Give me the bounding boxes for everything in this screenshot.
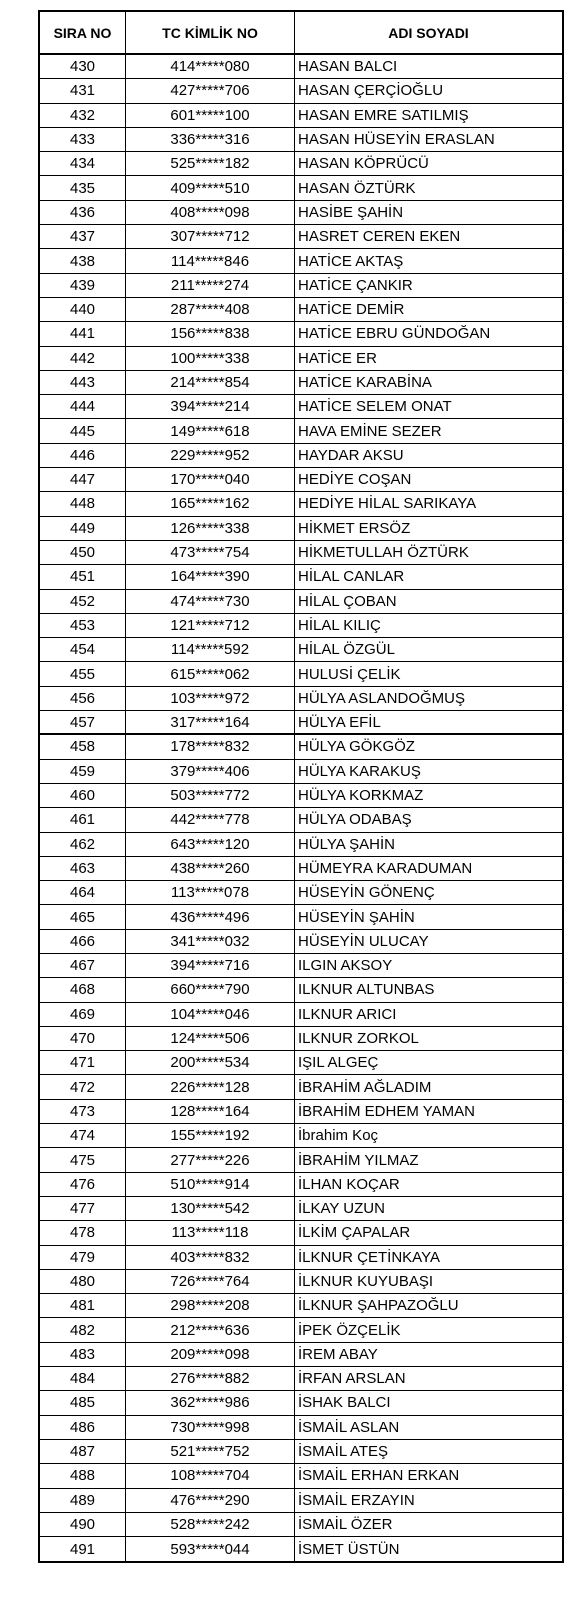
cell-sira-no: 457 <box>40 711 126 733</box>
cell-sira-no: 452 <box>40 590 126 613</box>
cell-sira-no: 484 <box>40 1367 126 1390</box>
cell-sira-no: 434 <box>40 152 126 175</box>
table-row <box>40 128 562 152</box>
cell-adi-soyadi: HEDİYE COŞAN <box>298 471 412 489</box>
table-row <box>40 1197 562 1221</box>
cell-tc-kimlik-no: 121*****712 <box>126 614 295 637</box>
cell-adi-soyadi: İLKAY UZUN <box>298 1200 385 1218</box>
cell-tc-kimlik-no: 287*****408 <box>126 298 295 321</box>
table-row <box>40 1124 562 1148</box>
cell-tc-kimlik-no: 442*****778 <box>126 808 295 831</box>
table-row <box>40 1221 562 1245</box>
cell-tc-kimlik-no: 436*****496 <box>126 905 295 928</box>
cell-sira-no: 468 <box>40 978 126 1001</box>
cell-adi-soyadi: İBRAHİM EDHEM YAMAN <box>298 1102 475 1120</box>
cell-sira-no: 433 <box>40 128 126 151</box>
cell-adi-soyadi: İBRAHİM AĞLADIM <box>298 1078 432 1096</box>
table-row <box>40 298 562 322</box>
cell-adi-soyadi: HÜLYA KARAKUŞ <box>298 762 421 780</box>
cell-tc-kimlik-no: 113*****078 <box>126 881 295 904</box>
table-row <box>40 1318 562 1342</box>
table-row <box>40 1075 562 1099</box>
cell-sira-no: 458 <box>40 735 126 758</box>
cell-tc-kimlik-no: 108*****704 <box>126 1464 295 1487</box>
table-row <box>40 1537 562 1561</box>
cell-tc-kimlik-no: 114*****592 <box>126 638 295 661</box>
cell-tc-kimlik-no: 307*****712 <box>126 225 295 248</box>
cell-adi-soyadi: HİKMET ERSÖZ <box>298 519 411 537</box>
cell-adi-soyadi: İSMAİL ERZAYIN <box>298 1491 415 1509</box>
cell-sira-no: 451 <box>40 565 126 588</box>
cell-sira-no: 470 <box>40 1027 126 1050</box>
table-row <box>40 1416 562 1440</box>
table-row <box>40 395 562 419</box>
cell-sira-no: 430 <box>40 55 126 78</box>
cell-sira-no: 469 <box>40 1003 126 1026</box>
table-header <box>40 12 562 55</box>
cell-adi-soyadi: HÜMEYRA KARADUMAN <box>298 859 473 877</box>
table-row <box>40 881 562 905</box>
cell-tc-kimlik-no: 155*****192 <box>126 1124 295 1147</box>
cell-adi-soyadi: HASAN KÖPRÜCÜ <box>298 155 429 173</box>
cell-sira-no: 464 <box>40 881 126 904</box>
cell-adi-soyadi: İSMAİL ÖZER <box>298 1515 393 1533</box>
cell-sira-no: 460 <box>40 784 126 807</box>
cell-adi-soyadi: HÜLYA EFİL <box>298 713 381 731</box>
cell-tc-kimlik-no: 528*****242 <box>126 1513 295 1536</box>
table-row <box>40 274 562 298</box>
cell-sira-no: 439 <box>40 274 126 297</box>
cell-adi-soyadi: HÜLYA ODABAŞ <box>298 811 412 829</box>
cell-tc-kimlik-no: 414*****080 <box>126 55 295 78</box>
cell-tc-kimlik-no: 113*****118 <box>126 1221 295 1244</box>
cell-adi-soyadi: İSHAK BALCI <box>298 1394 391 1412</box>
cell-tc-kimlik-no: 114*****846 <box>126 249 295 272</box>
cell-sira-no: 462 <box>40 833 126 856</box>
cell-adi-soyadi: HASAN BALCI <box>298 58 398 76</box>
table-row <box>40 492 562 516</box>
table-row <box>40 930 562 954</box>
cell-adi-soyadi: İBRAHİM YILMAZ <box>298 1151 419 1169</box>
cell-adi-soyadi: HİLAL ÇOBAN <box>298 592 397 610</box>
cell-adi-soyadi: HÜLYA KORKMAZ <box>298 787 424 805</box>
table-row <box>40 760 562 784</box>
cell-sira-no: 480 <box>40 1270 126 1293</box>
cell-sira-no: 488 <box>40 1464 126 1487</box>
cell-tc-kimlik-no: 525*****182 <box>126 152 295 175</box>
cell-sira-no: 490 <box>40 1513 126 1536</box>
cell-sira-no: 486 <box>40 1416 126 1439</box>
table-row <box>40 1367 562 1391</box>
cell-sira-no: 466 <box>40 930 126 953</box>
table-row <box>40 638 562 662</box>
header-sira-no: SIRA NO <box>40 12 126 53</box>
cell-adi-soyadi: ILKNUR ARICI <box>298 1005 397 1023</box>
header-tc-kimlik-no: TC KİMLİK NO <box>126 12 295 53</box>
cell-tc-kimlik-no: 394*****214 <box>126 395 295 418</box>
cell-sira-no: 447 <box>40 468 126 491</box>
cell-adi-soyadi: HATİCE DEMİR <box>298 301 405 319</box>
cell-adi-soyadi: İREM ABAY <box>298 1345 378 1363</box>
table-row <box>40 1027 562 1051</box>
cell-tc-kimlik-no: 124*****506 <box>126 1027 295 1050</box>
cell-tc-kimlik-no: 601*****100 <box>126 104 295 127</box>
table-row <box>40 1440 562 1464</box>
table-row <box>40 954 562 978</box>
cell-tc-kimlik-no: 164*****390 <box>126 565 295 588</box>
cell-tc-kimlik-no: 178*****832 <box>126 735 295 758</box>
table-row <box>40 687 562 711</box>
table-row <box>40 347 562 371</box>
cell-tc-kimlik-no: 438*****260 <box>126 857 295 880</box>
cell-adi-soyadi: HULUSİ ÇELİK <box>298 665 401 683</box>
cell-tc-kimlik-no: 170*****040 <box>126 468 295 491</box>
cell-tc-kimlik-no: 409*****510 <box>126 176 295 199</box>
cell-tc-kimlik-no: 149*****618 <box>126 419 295 442</box>
cell-tc-kimlik-no: 660*****790 <box>126 978 295 1001</box>
table-row <box>40 857 562 881</box>
table-row <box>40 1513 562 1537</box>
cell-sira-no: 487 <box>40 1440 126 1463</box>
cell-tc-kimlik-no: 226*****128 <box>126 1075 295 1098</box>
table-row <box>40 1003 562 1027</box>
cell-adi-soyadi: İSMET ÜSTÜN <box>298 1540 400 1558</box>
cell-adi-soyadi: İLKNUR KUYUBAŞI <box>298 1272 434 1290</box>
table-row <box>40 1270 562 1294</box>
table-row <box>40 1294 562 1318</box>
table-row <box>40 1489 562 1513</box>
table-row <box>40 1100 562 1124</box>
table-row <box>40 1173 562 1197</box>
cell-sira-no: 491 <box>40 1537 126 1561</box>
cell-adi-soyadi: HASAN ÇERÇİOĞLU <box>298 82 444 100</box>
table-row <box>40 735 562 759</box>
table-row <box>40 614 562 638</box>
cell-sira-no: 475 <box>40 1148 126 1171</box>
table-row <box>40 79 562 103</box>
cell-sira-no: 472 <box>40 1075 126 1098</box>
cell-adi-soyadi: HEDİYE HİLAL SARIKAYA <box>298 495 477 513</box>
cell-sira-no: 467 <box>40 954 126 977</box>
cell-tc-kimlik-no: 615*****062 <box>126 662 295 685</box>
cell-sira-no: 463 <box>40 857 126 880</box>
cell-sira-no: 482 <box>40 1318 126 1341</box>
cell-tc-kimlik-no: 476*****290 <box>126 1489 295 1512</box>
cell-sira-no: 438 <box>40 249 126 272</box>
cell-tc-kimlik-no: 209*****098 <box>126 1343 295 1366</box>
cell-adi-soyadi: İSMAİL ERHAN ERKAN <box>298 1467 460 1485</box>
cell-adi-soyadi: İLKNUR ÇETİNKAYA <box>298 1248 440 1266</box>
cell-tc-kimlik-no: 503*****772 <box>126 784 295 807</box>
cell-tc-kimlik-no: 403*****832 <box>126 1246 295 1269</box>
cell-sira-no: 446 <box>40 444 126 467</box>
cell-sira-no: 448 <box>40 492 126 515</box>
cell-sira-no: 437 <box>40 225 126 248</box>
cell-adi-soyadi: HASAN HÜSEYİN ERASLAN <box>298 131 495 149</box>
cell-sira-no: 461 <box>40 808 126 831</box>
cell-sira-no: 477 <box>40 1197 126 1220</box>
cell-sira-no: 444 <box>40 395 126 418</box>
cell-adi-soyadi: HİLAL KILIÇ <box>298 616 381 634</box>
table-row <box>40 1148 562 1172</box>
cell-sira-no: 440 <box>40 298 126 321</box>
cell-tc-kimlik-no: 379*****406 <box>126 760 295 783</box>
cell-sira-no: 459 <box>40 760 126 783</box>
cell-tc-kimlik-no: 298*****208 <box>126 1294 295 1317</box>
table-row <box>40 833 562 857</box>
cell-tc-kimlik-no: 156*****838 <box>126 322 295 345</box>
cell-adi-soyadi: HÜLYA ASLANDOĞMUŞ <box>298 689 465 707</box>
cell-sira-no: 465 <box>40 905 126 928</box>
cell-adi-soyadi: İSMAİL ATEŞ <box>298 1443 389 1461</box>
cell-adi-soyadi: HAVA EMİNE SEZER <box>298 422 442 440</box>
table-row <box>40 784 562 808</box>
table-row <box>40 419 562 443</box>
cell-sira-no: 441 <box>40 322 126 345</box>
name-list-table <box>38 10 564 1563</box>
table-row <box>40 565 562 589</box>
cell-sira-no: 436 <box>40 201 126 224</box>
cell-sira-no: 481 <box>40 1294 126 1317</box>
cell-tc-kimlik-no: 643*****120 <box>126 833 295 856</box>
cell-sira-no: 442 <box>40 347 126 370</box>
table-row <box>40 468 562 492</box>
cell-sira-no: 435 <box>40 176 126 199</box>
cell-sira-no: 450 <box>40 541 126 564</box>
cell-adi-soyadi: İRFAN ARSLAN <box>298 1370 406 1388</box>
table-row <box>40 1051 562 1075</box>
cell-tc-kimlik-no: 510*****914 <box>126 1173 295 1196</box>
cell-tc-kimlik-no: 336*****316 <box>126 128 295 151</box>
cell-adi-soyadi: HATİCE ER <box>298 349 377 367</box>
table-row <box>40 662 562 686</box>
table-row <box>40 322 562 346</box>
cell-adi-soyadi: İbrahim Koç <box>298 1127 379 1145</box>
cell-sira-no: 443 <box>40 371 126 394</box>
cell-sira-no: 449 <box>40 517 126 540</box>
cell-adi-soyadi: İLKİM ÇAPALAR <box>298 1224 411 1242</box>
cell-sira-no: 445 <box>40 419 126 442</box>
cell-adi-soyadi: IŞIL ALGEÇ <box>298 1054 379 1072</box>
cell-tc-kimlik-no: 214*****854 <box>126 371 295 394</box>
cell-tc-kimlik-no: 100*****338 <box>126 347 295 370</box>
table-row <box>40 1391 562 1415</box>
cell-tc-kimlik-no: 473*****754 <box>126 541 295 564</box>
cell-adi-soyadi: İLHAN KOÇAR <box>298 1175 400 1193</box>
cell-sira-no: 456 <box>40 687 126 710</box>
cell-tc-kimlik-no: 211*****274 <box>126 274 295 297</box>
header-adi-soyadi: ADI SOYADI <box>388 24 469 41</box>
cell-tc-kimlik-no: 126*****338 <box>126 517 295 540</box>
cell-sira-no: 485 <box>40 1391 126 1414</box>
cell-adi-soyadi: İPEK ÖZÇELİK <box>298 1321 401 1339</box>
cell-tc-kimlik-no: 128*****164 <box>126 1100 295 1123</box>
cell-adi-soyadi: İLKNUR ŞAHPAZOĞLU <box>298 1297 459 1315</box>
table-row <box>40 371 562 395</box>
cell-tc-kimlik-no: 277*****226 <box>126 1148 295 1171</box>
cell-tc-kimlik-no: 103*****972 <box>126 687 295 710</box>
cell-adi-soyadi: ILKNUR ZORKOL <box>298 1030 419 1048</box>
cell-tc-kimlik-no: 165*****162 <box>126 492 295 515</box>
cell-tc-kimlik-no: 730*****998 <box>126 1416 295 1439</box>
cell-tc-kimlik-no: 593*****044 <box>126 1537 295 1561</box>
cell-sira-no: 455 <box>40 662 126 685</box>
cell-tc-kimlik-no: 317*****164 <box>126 711 295 733</box>
cell-sira-no: 479 <box>40 1246 126 1269</box>
cell-sira-no: 474 <box>40 1124 126 1147</box>
table-row <box>40 152 562 176</box>
cell-adi-soyadi: HİLAL ÖZGÜL <box>298 641 395 659</box>
table-row <box>40 225 562 249</box>
table-body <box>40 55 562 1561</box>
cell-adi-soyadi: ILGIN AKSOY <box>298 957 393 975</box>
cell-sira-no: 471 <box>40 1051 126 1074</box>
cell-tc-kimlik-no: 229*****952 <box>126 444 295 467</box>
cell-sira-no: 478 <box>40 1221 126 1244</box>
cell-tc-kimlik-no: 521*****752 <box>126 1440 295 1463</box>
cell-adi-soyadi: HİLAL CANLAR <box>298 568 405 586</box>
cell-adi-soyadi: HÜSEYİN ŞAHİN <box>298 908 415 926</box>
table-row <box>40 444 562 468</box>
cell-tc-kimlik-no: 276*****882 <box>126 1367 295 1390</box>
cell-tc-kimlik-no: 212*****636 <box>126 1318 295 1341</box>
cell-adi-soyadi: İSMAİL ASLAN <box>298 1418 400 1436</box>
cell-adi-soyadi: HASAN ÖZTÜRK <box>298 179 416 197</box>
cell-adi-soyadi: HÜLYA GÖKGÖZ <box>298 738 415 756</box>
cell-adi-soyadi: ILKNUR ALTUNBAS <box>298 981 435 999</box>
table-row <box>40 104 562 128</box>
cell-tc-kimlik-no: 408*****098 <box>126 201 295 224</box>
cell-adi-soyadi: HATİCE EBRU GÜNDOĞAN <box>298 325 491 343</box>
cell-adi-soyadi: HİKMETULLAH ÖZTÜRK <box>298 544 469 562</box>
cell-tc-kimlik-no: 104*****046 <box>126 1003 295 1026</box>
cell-adi-soyadi: HASRET CEREN EKEN <box>298 228 461 246</box>
table-row <box>40 808 562 832</box>
cell-tc-kimlik-no: 726*****764 <box>126 1270 295 1293</box>
cell-adi-soyadi: HÜLYA ŞAHİN <box>298 835 395 853</box>
table-row <box>40 517 562 541</box>
cell-adi-soyadi: HÜSEYİN GÖNENÇ <box>298 884 435 902</box>
cell-tc-kimlik-no: 341*****032 <box>126 930 295 953</box>
table-row <box>40 1343 562 1367</box>
cell-adi-soyadi: HATİCE SELEM ONAT <box>298 398 452 416</box>
cell-tc-kimlik-no: 130*****542 <box>126 1197 295 1220</box>
table-row <box>40 201 562 225</box>
table-row <box>40 1464 562 1488</box>
cell-sira-no: 432 <box>40 104 126 127</box>
cell-sira-no: 454 <box>40 638 126 661</box>
cell-adi-soyadi: HÜSEYİN ULUCAY <box>298 932 429 950</box>
cell-adi-soyadi: HASAN EMRE SATILMIŞ <box>298 106 469 124</box>
cell-tc-kimlik-no: 427*****706 <box>126 79 295 102</box>
table-row <box>40 978 562 1002</box>
table-row <box>40 249 562 273</box>
cell-tc-kimlik-no: 474*****730 <box>126 590 295 613</box>
cell-tc-kimlik-no: 362*****986 <box>126 1391 295 1414</box>
cell-adi-soyadi: HATİCE KARABİNA <box>298 374 432 391</box>
cell-sira-no: 476 <box>40 1173 126 1196</box>
cell-adi-soyadi: HAYDAR AKSU <box>298 446 404 464</box>
cell-sira-no: 483 <box>40 1343 126 1366</box>
cell-sira-no: 489 <box>40 1489 126 1512</box>
table-row <box>40 176 562 200</box>
cell-adi-soyadi: HATİCE ÇANKIR <box>298 276 413 294</box>
cell-adi-soyadi: HATİCE AKTAŞ <box>298 252 404 270</box>
table-row <box>40 590 562 614</box>
table-row <box>40 1246 562 1270</box>
cell-tc-kimlik-no: 394*****716 <box>126 954 295 977</box>
cell-sira-no: 473 <box>40 1100 126 1123</box>
cell-sira-no: 431 <box>40 79 126 102</box>
cell-tc-kimlik-no: 200*****534 <box>126 1051 295 1074</box>
table-row <box>40 55 562 79</box>
cell-adi-soyadi: HASİBE ŞAHİN <box>298 203 404 221</box>
cell-sira-no: 453 <box>40 614 126 637</box>
table-row <box>40 541 562 565</box>
table-row <box>40 711 562 735</box>
table-row <box>40 905 562 929</box>
